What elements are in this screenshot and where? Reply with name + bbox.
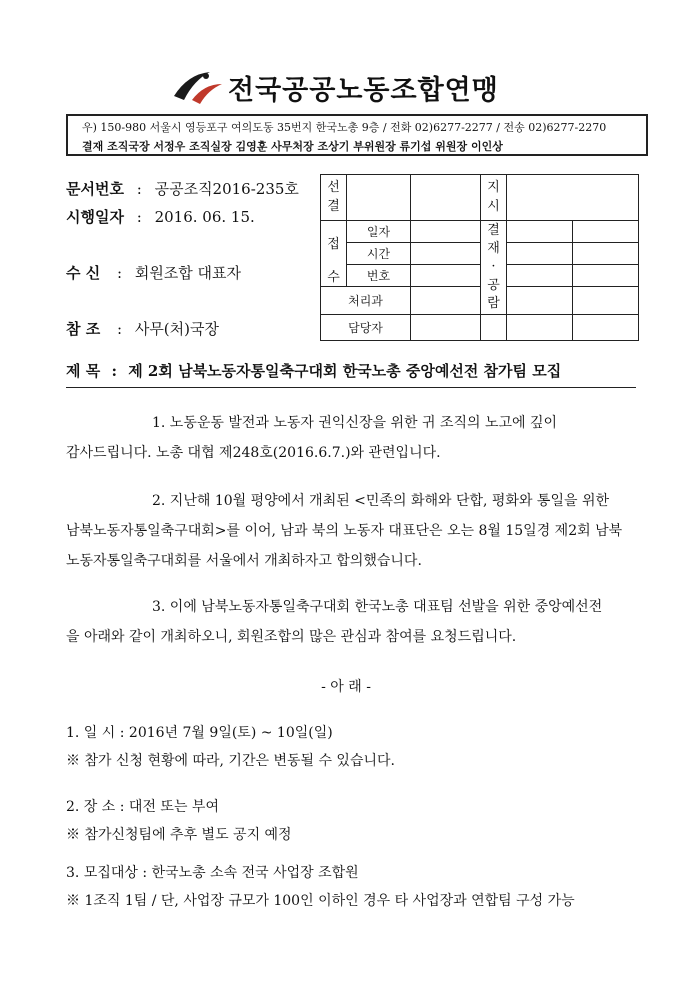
- below-heading: - 아 래 -: [321, 679, 371, 695]
- item-eligibility: 3. 모집대상 : 한국노총 소속 전국 사업장 조합원: [66, 865, 359, 881]
- colon: :: [116, 264, 123, 282]
- approval-cell: [411, 315, 481, 341]
- receipt-label: 수: [321, 265, 347, 287]
- colon: :: [111, 362, 117, 380]
- subject-label: 제 목: [66, 362, 101, 380]
- address-line: 우) 150-980 서울시 영등포구 여의도동 35번지 한국노총 9층 / 전화 02)6277-2277 / 전송 02)6277-2270: [82, 121, 607, 134]
- doc-reference-value: 사무(처)국장: [134, 320, 219, 338]
- doc-date-value: 2016. 06. 15.: [154, 208, 255, 226]
- approval-cell: [573, 315, 639, 341]
- doc-number-label: 문서번호: [66, 180, 124, 198]
- doc-number-value: 공공조직2016-235호: [154, 180, 299, 198]
- approval-cell: [347, 175, 411, 221]
- approval-cell: [507, 265, 573, 287]
- paragraph-1: 1. 노동운동 발전과 노동자 권익신장을 위한 귀 조직의 노고에 깊이 감사드립니다. 노총 대협 제248호(2016.6.7.)와 관련입니다.: [66, 415, 558, 461]
- approval-cell: [507, 243, 573, 265]
- handling-dept-label: 처리과: [321, 287, 411, 315]
- approval-cell: [411, 175, 481, 221]
- colon: :: [136, 180, 142, 198]
- directive-label: 지 시: [481, 175, 507, 221]
- doc-reference: [66, 318, 219, 339]
- org-name: 전국공공노동조합연맹: [228, 75, 499, 106]
- note-venue: ※ 참가신청팀에 추후 별도 공지 예정: [66, 827, 292, 843]
- doc-recipient: [66, 262, 241, 283]
- org-logo: [170, 66, 530, 106]
- paragraph-2: 2. 지난해 10월 평양에서 개최된 <민족의 화해와 단합, 평화와 통일을 위한 남북노동자통일축구대회>를 이어, 남과 북의 노동자 대표단은 오는 8월 15일경 제2회 남북 노동자통일축구대회를 서울에서 개최하자고 합의했습니다.: [66, 493, 623, 569]
- approval-cell: [411, 221, 481, 243]
- approval-cell: [573, 287, 639, 315]
- header-box: [66, 114, 648, 156]
- approval-cell: [573, 265, 639, 287]
- approval-cell: [507, 221, 573, 243]
- approval-cell: [411, 287, 481, 315]
- colon: :: [136, 208, 142, 226]
- approval-cell: [411, 243, 481, 265]
- subject-text: 제 2회 남북노동자통일축구대회 한국노총 중앙예선전 참가팀 모집: [128, 362, 562, 380]
- note-eligibility: ※ 1조직 1팀 / 단, 사업장 규모가 100인 이하인 경우 타 사업장과 연합팀 구성 가능: [66, 893, 575, 909]
- approval-review-label: 결 재 · 공 람: [481, 221, 507, 315]
- doc-reference-label: 참 조: [66, 320, 101, 338]
- colon: :: [116, 320, 123, 338]
- approval-cell: [507, 287, 573, 315]
- approval-cell: [507, 315, 573, 341]
- approval-cell: [481, 315, 507, 341]
- subject-line: [66, 360, 636, 388]
- approval-cell: [573, 221, 639, 243]
- approval-line: 결재 조직국장 서정우 조직실장 김영훈 사무처장 조상기 부위원장 류기섭 위원장 이인상: [82, 140, 503, 153]
- number-label: 번호: [347, 265, 411, 287]
- doc-recipient-value: 회원조합 대표자: [134, 264, 242, 282]
- approval-table: [320, 174, 639, 341]
- receipt-label: 접: [321, 221, 347, 265]
- doc-date-label: 시행일자: [66, 208, 124, 226]
- item-venue: 2. 장 소 : 대전 또는 부여: [66, 799, 219, 815]
- approval-cell: 선 결: [321, 175, 347, 221]
- doc-date: [66, 206, 255, 227]
- approval-cell: [411, 265, 481, 287]
- approval-cell: [507, 175, 639, 221]
- time-label: 시간: [347, 243, 411, 265]
- item-schedule: 1. 일 시 : 2016년 7월 9일(토) ~ 10일(일): [66, 725, 333, 741]
- union-emblem-icon: [170, 66, 226, 106]
- person-in-charge-label: 담당자: [321, 315, 411, 341]
- paragraph-3: 3. 이에 남북노동자통일축구대회 한국노총 대표팀 선발을 위한 중앙예선전 을 아래와 같이 개최하오니, 회원조합의 많은 관심과 참여를 요청드립니다.: [66, 599, 603, 645]
- doc-recipient-label: 수 신: [66, 264, 101, 282]
- date-label: 일자: [347, 221, 411, 243]
- approval-cell: [573, 243, 639, 265]
- doc-number: [66, 178, 299, 199]
- note-schedule: ※ 참가 신청 현황에 따라, 기간은 변동될 수 있습니다.: [66, 753, 395, 769]
